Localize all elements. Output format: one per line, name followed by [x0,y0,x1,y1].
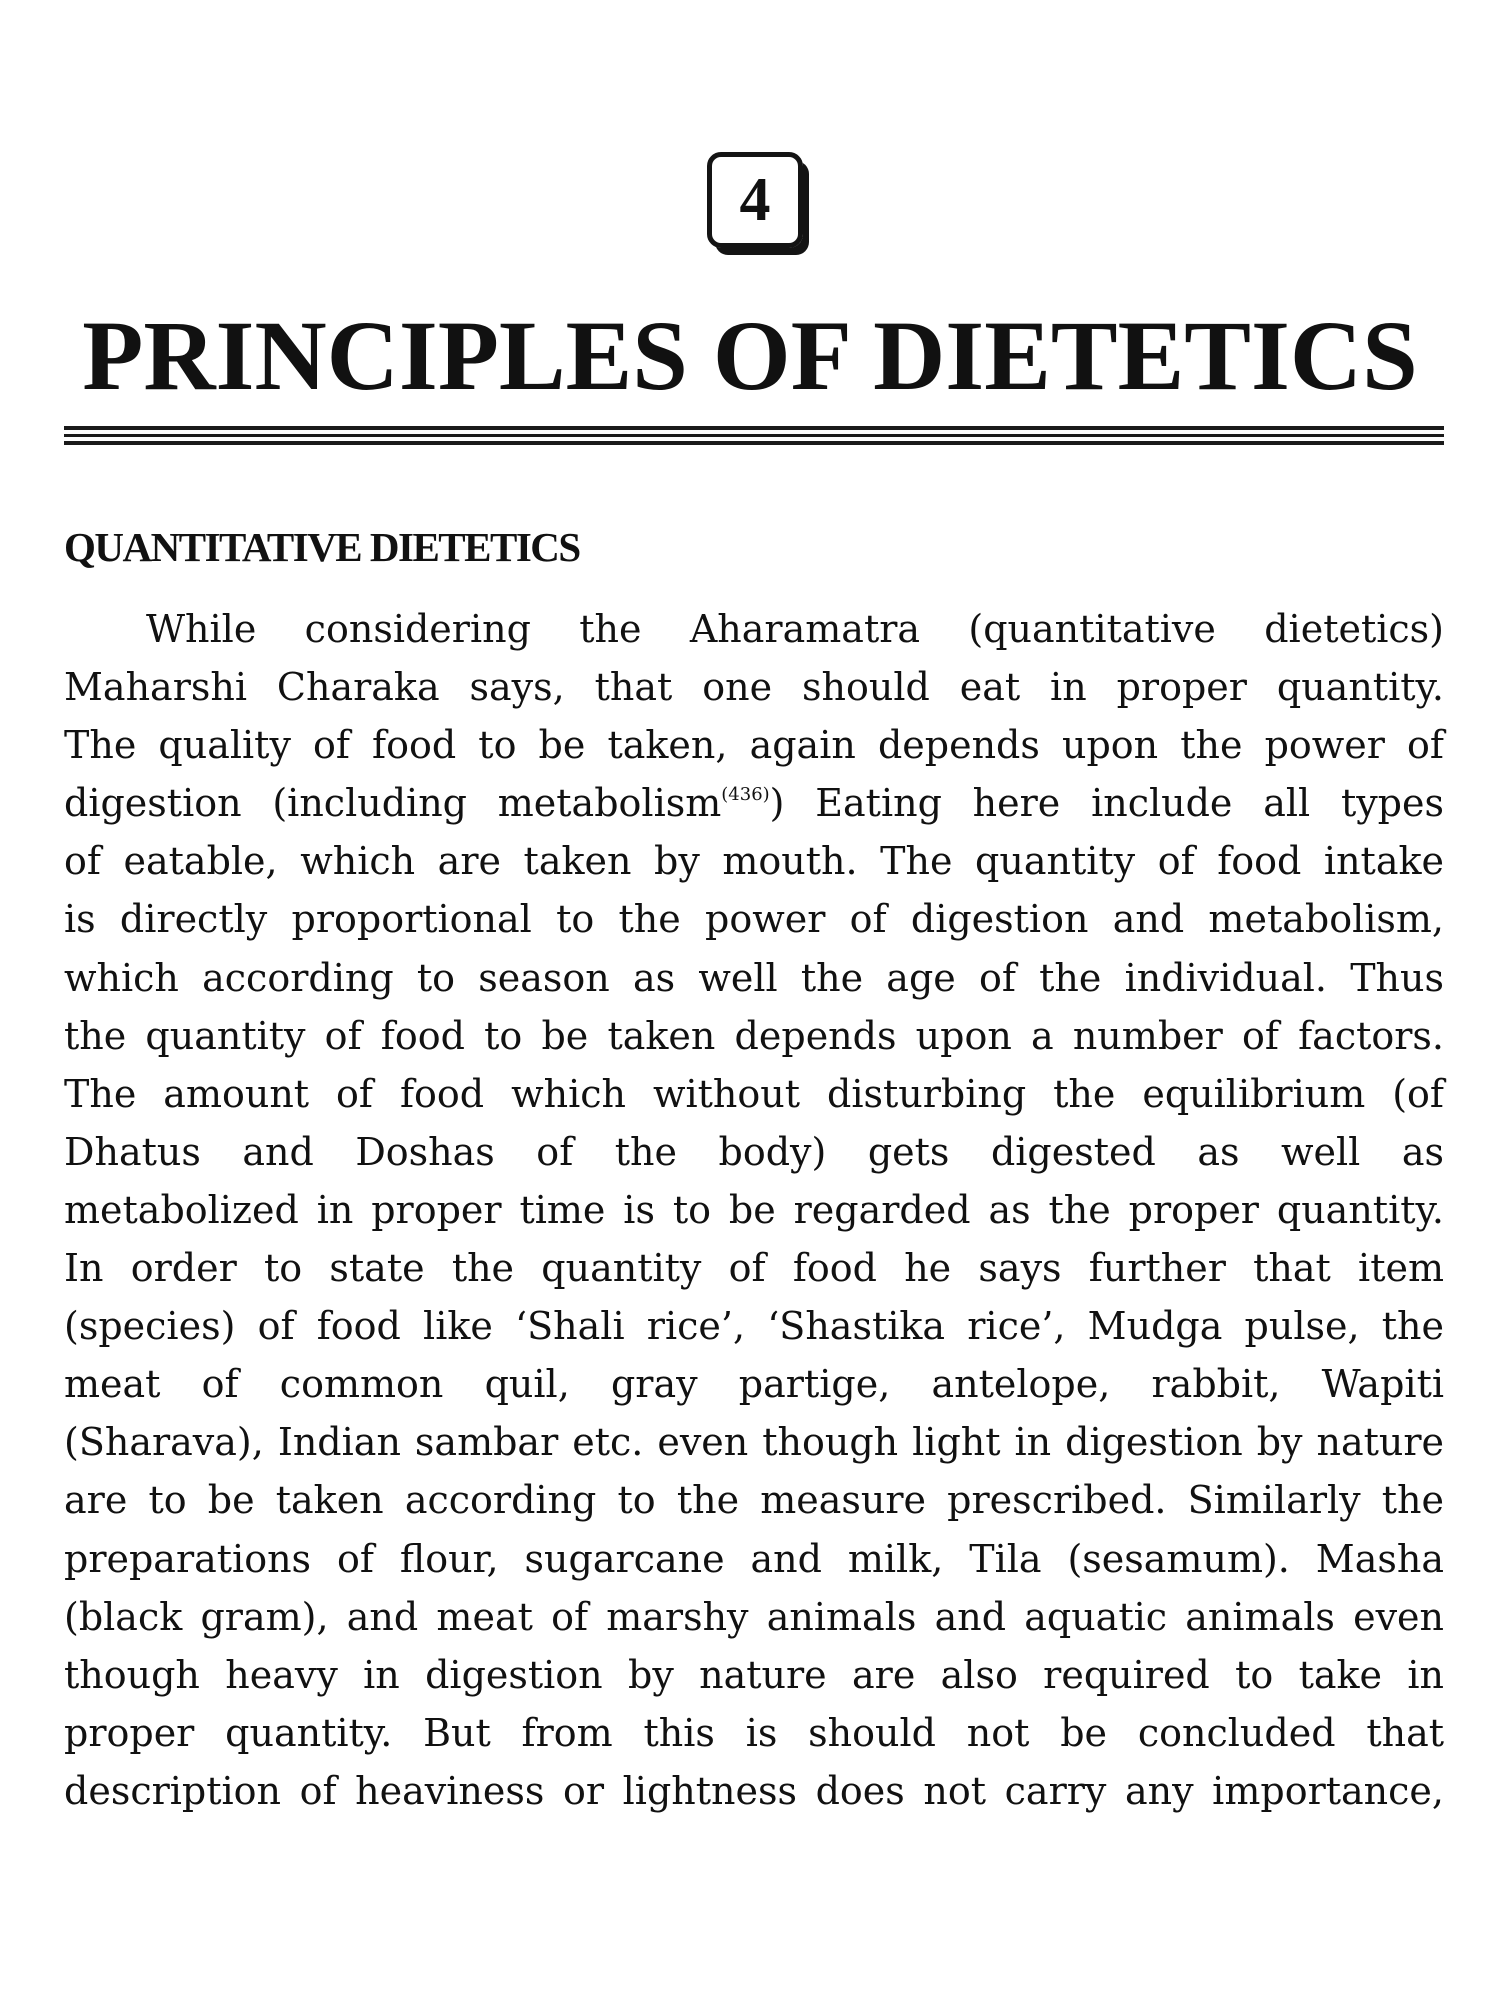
section-heading: QUANTITATIVE DIETETICS [64,524,580,570]
paragraph-line: description of heaviness or lightness does not carry any importance, [64,1768,1444,1813]
paragraph-line: meat of common quil, gray partige, antelope, rabbit, Wapiti [64,1362,1444,1407]
paragraph-line: proper quantity. But from this is should not be concluded that [64,1710,1444,1755]
paragraph-line: though heavy in digestion by nature are also required to take in [64,1652,1444,1697]
paragraph-line: Dhatus and Doshas of the body) gets digested as well as [64,1129,1444,1174]
citation-reference: (436) [721,784,770,806]
paragraph-line: (species) of food like ‘Shali rice’, ‘Shastika rice’, Mudga pulse, the [64,1304,1444,1349]
paragraph-line: The quality of food to be taken, again depends upon the power of [64,723,1444,768]
chapter-title: PRINCIPLES OF DIETETICS [82,300,1418,411]
paragraph-line: preparations of flour, sugarcane and milk, Tila (sesamum). Masha [64,1536,1444,1581]
line-text-after-citation: ) Eating here include all types [769,781,1444,826]
line-text-before-citation: digestion (including metabolism [64,781,722,826]
chapter-number-box [707,152,803,248]
paragraph-line: which according to season as well the age of the individual. Thus [64,955,1444,1000]
title-rule-top [64,426,1444,430]
paragraph-line: (black gram), and meat of marshy animals and aquatic animals even [64,1594,1444,1639]
paragraph-line: are to be taken according to the measure prescribed. Similarly the [64,1478,1444,1523]
paragraph-line: In order to state the quantity of food he says further that item [64,1246,1444,1291]
body-paragraph [64,600,1444,1820]
paragraph-line: the quantity of food to be taken depends upon a number of factors. [64,1013,1444,1058]
paragraph-line: (Sharava), Indian sambar etc. even though light in digestion by nature [64,1420,1444,1465]
paragraph-line: While considering the Aharamatra (quantitative dietetics) [146,607,1444,651]
paragraph-line: Maharshi Charaka says, that one should eat in proper quantity. [64,665,1444,710]
title-rule-bottom [64,441,1444,445]
paragraph-line: metabolized in proper time is to be regarded as the proper quantity. [64,1187,1444,1232]
title-rule-middle [64,434,1444,437]
chapter-number: 4 [739,166,771,234]
paragraph-line: of eatable, which are taken by mouth. The quantity of food intake [64,839,1444,884]
paragraph-line: is directly proportional to the power of digestion and metabolism, [64,897,1444,942]
paragraph-line: The amount of food which without disturbing the equilibrium (of [64,1071,1444,1116]
paragraph-line-with-citation [64,774,1444,832]
